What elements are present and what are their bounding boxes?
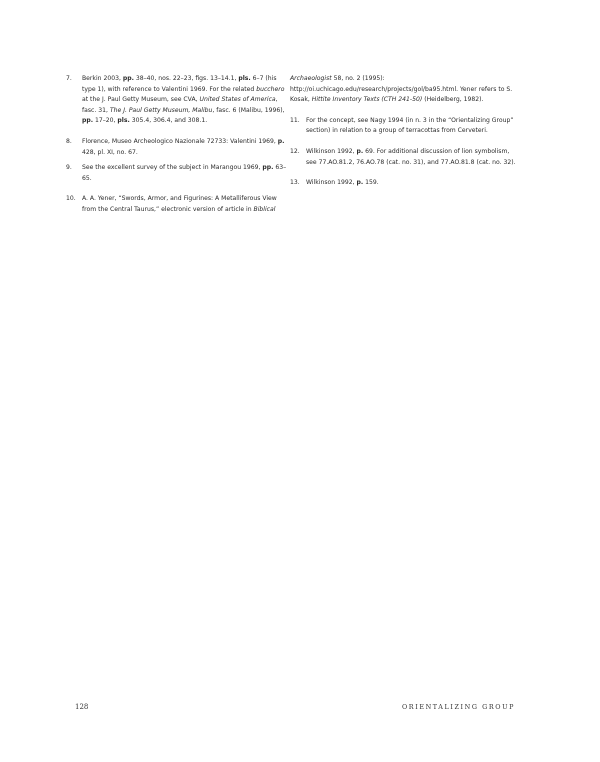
footnote-text: Wilkinson 1992, bbox=[306, 147, 357, 155]
footnote-text: p. bbox=[277, 137, 285, 145]
footnote-number: 7. bbox=[66, 75, 72, 82]
footnote-9 bbox=[66, 163, 288, 184]
footnote-text: Florence, Museo Archeologico Nazionale 72733: Valentini 1969, bbox=[82, 137, 278, 145]
footnote-8 bbox=[66, 137, 288, 158]
footnotes-right-column bbox=[290, 74, 518, 199]
footnote-number: 9. bbox=[66, 164, 72, 172]
footnote-text: For the concept, see Nagy 1994 (in n. 3 in the “Orientalizing Group” section) in relation to a group of terracottas from Cerveteri. bbox=[306, 116, 514, 135]
footnote-text: 305.4, 306.4, and 308.1. bbox=[129, 117, 208, 125]
footnote-text: pls. bbox=[238, 75, 251, 82]
footnote-text: 159. bbox=[363, 179, 379, 187]
footnote-text: 63–65. bbox=[82, 164, 287, 182]
footnote-text: 17–20, bbox=[93, 117, 118, 125]
footnote-text: Wilkinson 1992, bbox=[306, 179, 357, 187]
footnote-text: p. bbox=[356, 147, 364, 155]
footnote-number: 8. bbox=[66, 137, 72, 145]
footnote-7 bbox=[66, 74, 288, 127]
footnote-text: pp. bbox=[122, 75, 134, 82]
footnote-text: pp. bbox=[262, 164, 274, 172]
footnote-italic-text: United States of America bbox=[199, 96, 276, 104]
footnote-number: 11. bbox=[290, 116, 300, 124]
footnote-text: , fasc. 31, bbox=[82, 96, 278, 114]
footnote-number: 13. bbox=[290, 179, 300, 187]
footnote-text: , fasc. 6 (Malibu, 1996), bbox=[212, 106, 285, 114]
footnote-italic-text: bucchero bbox=[256, 85, 285, 93]
footnote-text: See the excellent survey of the subject in Marangou 1969, bbox=[82, 164, 263, 172]
footnote-italic-text: The J. Paul Getty Museum, Malibu bbox=[109, 106, 213, 114]
footnote-text: Berkin 2003, bbox=[82, 75, 123, 82]
footnote-10 bbox=[66, 194, 288, 215]
footnote-italic-text: Archaeologist bbox=[290, 75, 332, 82]
footnote-number: 10. bbox=[66, 195, 76, 203]
footnote-italic-text: Biblical bbox=[253, 205, 276, 213]
footnote-text: p. bbox=[356, 179, 364, 187]
footnote-text: 38–40, nos. 22–23, figs. 13–14.1, bbox=[133, 75, 239, 82]
footnote-number: 12. bbox=[290, 147, 300, 155]
page-number: 128 bbox=[75, 703, 89, 711]
footnote-text: A. A. Yener, “Swords, Armor, and Figurines: A Metalliferous View from the Central Taurus,” electronic version of article in bbox=[82, 195, 277, 213]
footnote-text: 58, no. 2 (1995): http://oi.uchicago.edu/research/projects/gol/ba95.html. Yener refers to S. Kosak, bbox=[290, 75, 513, 104]
page-footer bbox=[75, 703, 515, 715]
footnote-13 bbox=[290, 178, 518, 189]
footnote-10-continued bbox=[290, 74, 518, 106]
footnote-text: at the J. Paul Getty Museum, see CVA, bbox=[82, 96, 200, 104]
footnote-text: 69. For additional discussion of lion symbolism, see 77.AO.81.2, 76.AO.78 (cat. no. 31), and 77.AO.81.8 (cat. no. 32). bbox=[306, 147, 516, 166]
footnote-11 bbox=[290, 116, 518, 137]
footnote-12 bbox=[290, 147, 518, 168]
footnote-text: pp. bbox=[82, 117, 94, 125]
footnote-italic-text: Hittite Inventory Texts (CTH 241-50) bbox=[311, 96, 423, 104]
footnote-text: (Heidelberg, 1982). bbox=[422, 96, 484, 104]
footnote-text: 428, pl. XI, no. 67. bbox=[82, 148, 138, 156]
footnote-text: 6–7 (his type 1), with reference to Valentini 1969. For the related bbox=[82, 75, 277, 93]
running-title: ORIENTALIZING GROUP bbox=[401, 703, 515, 711]
footnotes-left-column bbox=[66, 74, 288, 226]
footnote-text: pls. bbox=[117, 117, 130, 125]
